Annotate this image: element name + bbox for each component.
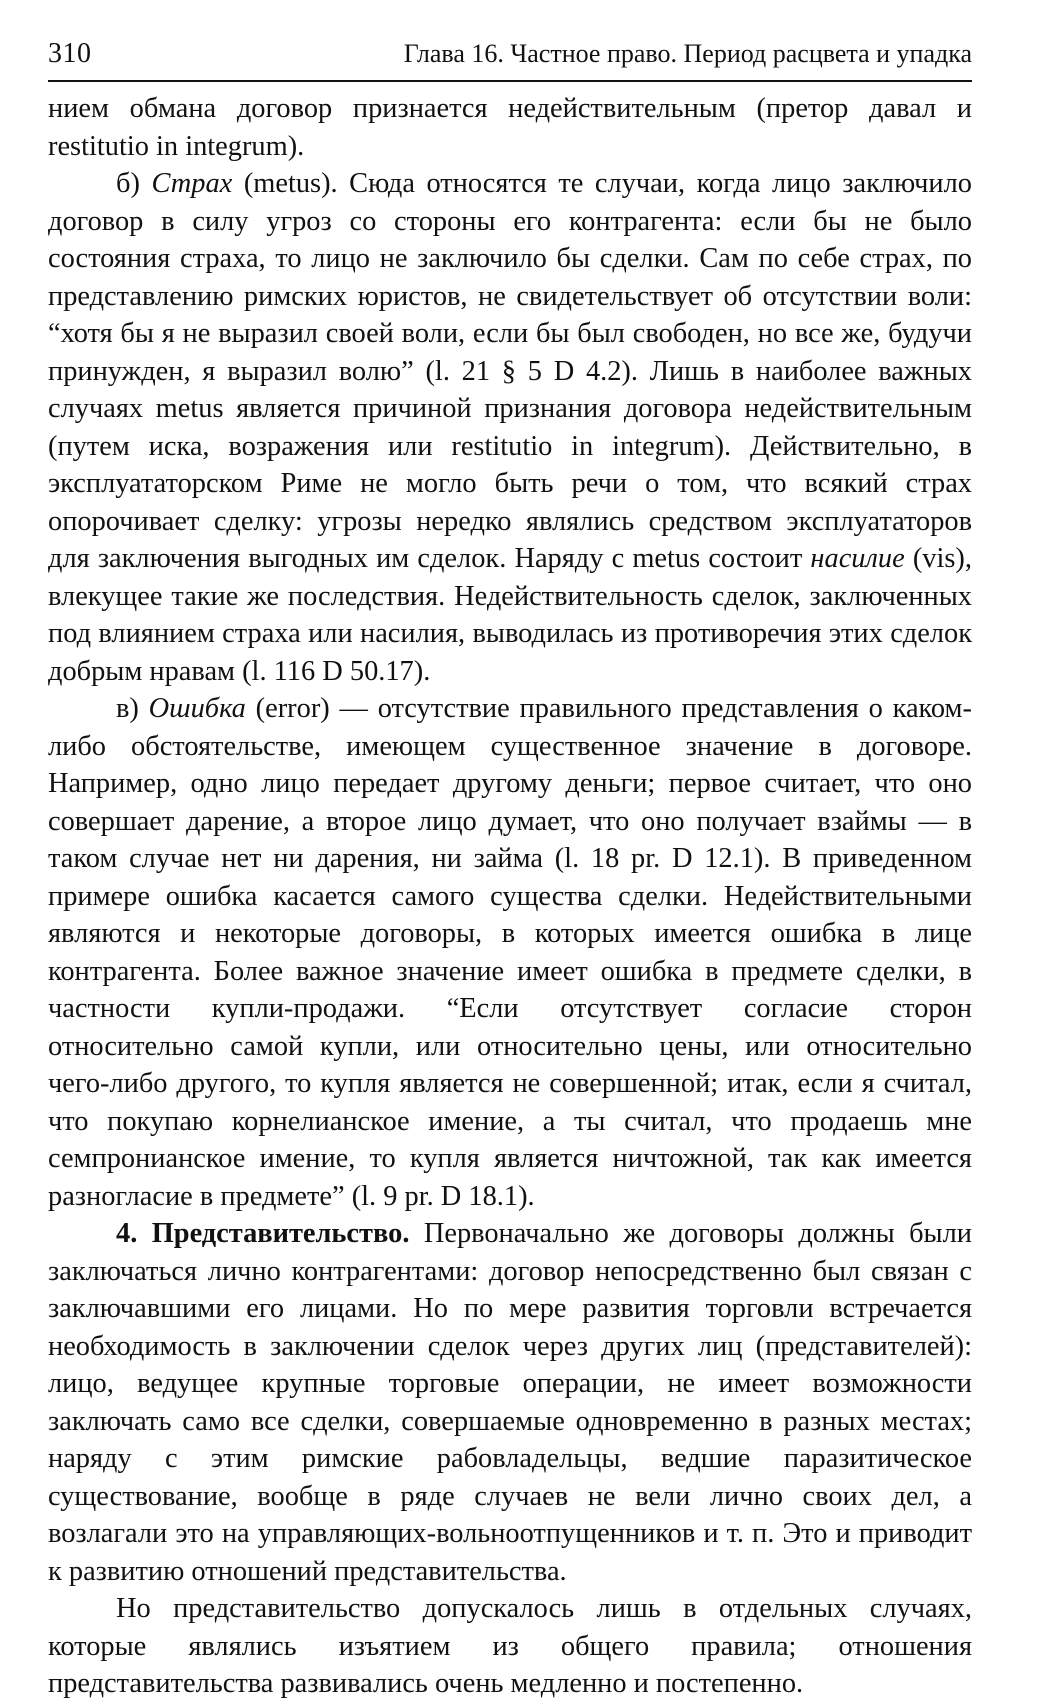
- section-heading: 4. Представительство.: [116, 1218, 410, 1249]
- paragraph-text: (error) — отсутствие правильного представления о каком-либо обстоятельстве, имеющем существенное значение в договоре. Например, одно лицо передает другому деньги; первое считает, что оно совершает дарение, а второе лицо думает, что оно получает взаймы — в таком случае нет ни дарения, ни займа (l. 18 pr. D 12.1). В приведенном примере ошибка касается самого существа сделки. Недействительными являются и некоторые договоры, в которых имеется ошибка в лице контрагента. Более важное значение имеет ошибка в предмете сделки, в частности купли-продажи. “Если отсутствует согласие сторон относительно самой купли, или относительно цены, или относительно чего-либо другого, то купля является не совершенной; итак, если я считал, что покупаю корнелианское имение, а ты считал, что продаешь мне семпронианское имение, то купля является ничтожной, так как имеется разногласие в предмете” (l. 9 pr. D 18.1).: [48, 693, 972, 1212]
- paragraph-text: нием обмана договор признается недействительным (претор давал и restitutio in integrum).: [48, 93, 972, 162]
- paragraph-representation-limits: [48, 1590, 972, 1703]
- item-marker: б): [116, 168, 152, 199]
- paragraph-fear: [48, 165, 972, 690]
- page-number: 310: [48, 38, 92, 69]
- paragraph-text: Но представительство допускалось лишь в отдельных случаях, которые являлись изъятием из общего правила; отношения представительства развивались очень медленно и постепенно.: [48, 1593, 972, 1699]
- item-marker: в): [116, 693, 149, 724]
- paragraph-text: (vis), влекущее такие же последствия. Недействительность сделок, заключенных под влиянием страха или насилия, выводилась из противоречия этих сделок добрым нравам (l. 116 D 50.17).: [48, 543, 972, 687]
- paragraph-text: Первоначально же договоры должны были заключаться лично контрагентами: договор непосредственно был связан с заключавшими его лицами. Но по мере развития торговли встречается необходимость в заключении сделок через других лиц (представителей): лицо, ведущее крупные торговые операции, не имеет возможности заключать само все сделки, совершаемые одновременно в разных местах; наряду с этим римские рабовладельцы, ведшие паразитическое существование, вообще в ряде случаев не вели лично своих дел, а возлагали это на управляющих-вольноотпущенников и т. п. Это и приводит к развитию отношений представительства.: [48, 1218, 972, 1587]
- term-error: Ошибка: [148, 693, 246, 724]
- term-violence: насилие: [810, 543, 905, 574]
- paragraph-representation: [48, 1215, 972, 1590]
- running-title: Глава 16. Частное право. Период расцвета и упадка: [403, 39, 972, 68]
- body-text: [48, 90, 972, 1703]
- running-header: [48, 38, 972, 82]
- book-page: [48, 38, 972, 1703]
- paragraph-text: (metus). Сюда относятся те случаи, когда лицо заключило договор в силу угроз со стороны его контрагента: если бы не было состояния страха, то лицо не заключило бы сделки. Сам по себе страх, по представлению римских юристов, не свидетельствует об отсутствии воли: “хотя бы я не выразил своей воли, если бы был свободен, но все же, будучи принужден, я выразил волю” (l. 21 § 5 D 4.2). Лишь в наиболее важных случаях metus является причиной признания договора недействительным (путем иска, возражения или restitutio in integrum). Действительно, в эксплуататорском Риме не могло быть речи о том, что всякий страх опорочивает сделку: угрозы нередко являлись средством эксплуататоров для заключения выгодных им сделок. Наряду с metus состоит: [48, 168, 972, 574]
- paragraph-error: [48, 690, 972, 1215]
- paragraph-continuation: [48, 90, 972, 165]
- term-fear: Страх: [151, 168, 233, 199]
